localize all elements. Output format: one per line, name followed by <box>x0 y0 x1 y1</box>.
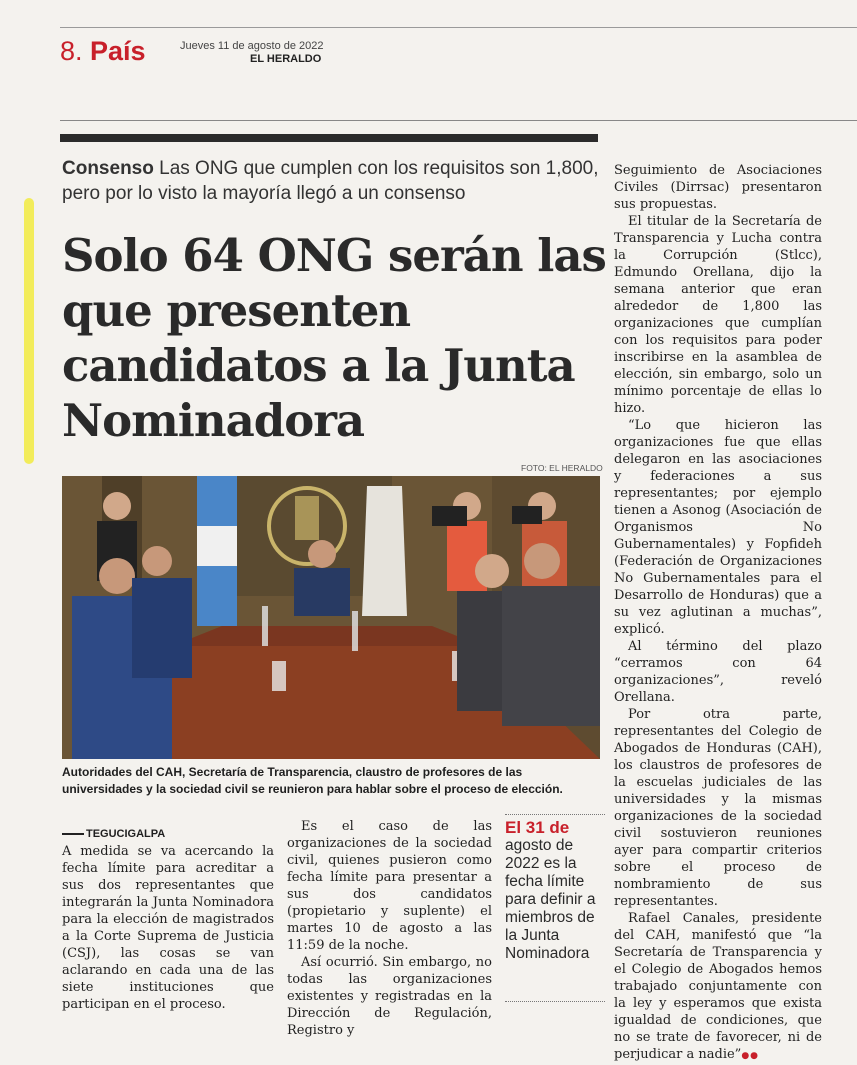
highlighter-mark <box>24 198 34 464</box>
body-column-2 <box>287 818 492 1039</box>
pull-quote-rule <box>505 1001 605 1002</box>
kicker-text: Las ONG que cumplen con los requisitos son 1,800, pero por lo visto la mayoría llegó a un consenso <box>62 158 599 204</box>
body-column-1 <box>62 826 274 1013</box>
paragraph: “Lo que hicieron las organizaciones fue que ellas delegaron en las asociaciones y federaciones a sus representantes; por ejemplo tienen a Asonog (Asociación de Organismos No Gubernamentales) y Fopfideh (Federación de Organizaciones No Gubernamentales para el Desarrollo de Honduras) que a su vez aglutinan a muchas”, explicó. <box>614 418 822 637</box>
page-number: 8. <box>60 36 83 66</box>
pull-quote-lead: El 31 de <box>505 818 570 837</box>
header-rule <box>60 27 857 28</box>
paragraph: A medida se va acercando la fecha límite para acreditar a sus dos representantes que integrarán la Junta Nominadora para la elección de magistrados a la Corte Suprema de Justicia (CSJ), las cosas se van aclarando en cada una de las siete instituciones que participan en el proceso. <box>62 844 274 1012</box>
photo-credit: FOTO: EL HERALDO <box>521 463 603 473</box>
paragraph <box>614 910 822 1065</box>
section-name: País <box>90 36 146 66</box>
meeting-photo-illustration <box>62 476 600 759</box>
pull-quote <box>505 814 605 963</box>
end-mark-icon: ●● <box>741 1051 760 1061</box>
pull-quote-text: agosto de 2022 es la fecha límite para definir a miembros de la Junta Nominadora <box>505 837 596 962</box>
news-photo <box>62 476 600 759</box>
paragraph: Por otra parte, representantes del Colegio de Abogados de Honduras (CAH), los claustros de profesores de la escuelas judiciales de las universidades y la mismas organizaciones de la sociedad civil sostuvieron reuniones ayer para compartir criterios sobre el proceso de nombramiento de sus representantes. <box>614 707 822 909</box>
kicker <box>62 156 607 206</box>
last-paragraph-text: Rafael Canales, presidente del CAH, manifestó que “la Secretaría de Transparencia y el Colegio de Abogados hemos trabajado conjuntamente con la ley y esperamos que exista igualdad de condiciones, que no se trate de favorecer, ni de perjudicar a nadie” <box>614 911 822 1062</box>
headline: Solo 64 ONG serán las que presenten candidatos a la Junta Nominadora <box>62 229 606 447</box>
headline-bar <box>60 134 598 142</box>
paragraph: Así ocurrió. Sin embargo, no todas las organizaciones existentes y registradas en la Dirección de Regulación, Registro y <box>287 955 492 1038</box>
paragraph: Es el caso de las organizaciones de la sociedad civil, quienes pusieron como fecha límite para presentar a sus dos candidatos (propietario y suplente) el martes 10 de agosto a las 11:59 de la noche. <box>287 819 492 953</box>
kicker-label: Consenso <box>62 158 154 179</box>
issue-date: Jueves 11 de agosto de 2022 <box>180 40 324 52</box>
paragraph: El titular de la Secretaría de Transparencia y Lucha contra la Corrupción (Stlcc), Edmundo Orellana, dijo la semana anterior que eran alrededor de 1,800 las organizaciones que cumplían con los requisitos para poder inscribirse en la asamblea de elección, sin embargo, solo un mínimo porcentaje de ellas lo hizo. <box>614 214 822 416</box>
paragraph: Seguimiento de Asociaciones Civiles (Dirrsac) presentaron sus propuestas. <box>614 163 822 212</box>
photo-caption: Autoridades del CAH, Secretaría de Transparencia, claustro de profesores de las universidades y la sociedad civil se reunieron para hablar sobre el proceso de elección. <box>62 765 563 796</box>
newspaper-name: EL HERALDO <box>250 53 322 65</box>
section-rule <box>60 120 857 121</box>
dateline: TEGUCIGALPA <box>62 826 274 843</box>
paragraph: Al término del plazo “cerramos con 64 organizaciones”, reveló Orellana. <box>614 639 822 705</box>
body-column-3 <box>614 162 822 1065</box>
